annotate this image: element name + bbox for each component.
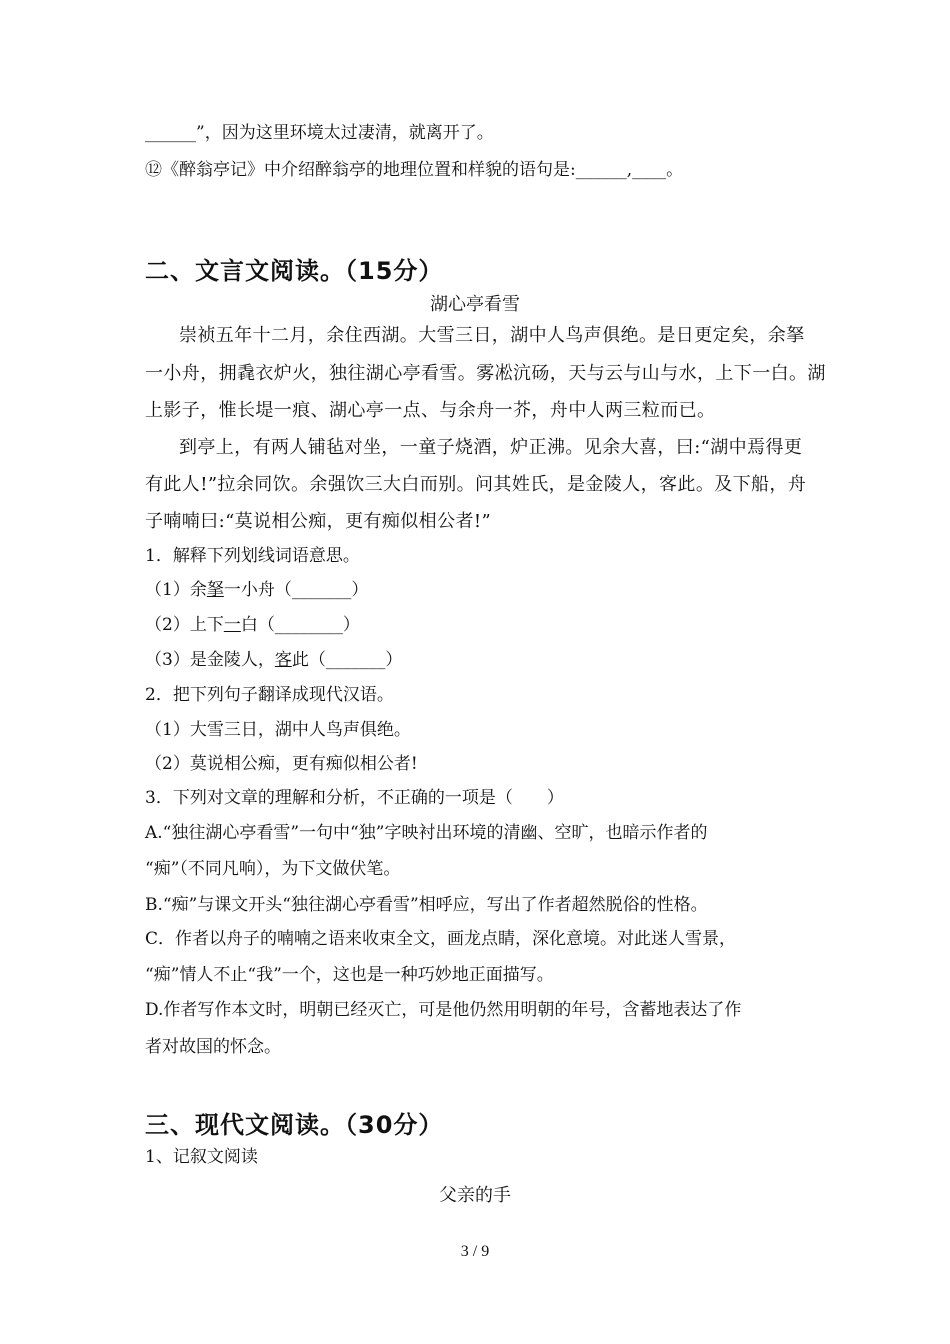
- option-b: B.“痴”与课文开头“独往湖心亭看雪”相呼应，写出了作者超然脱俗的性格。: [145, 895, 708, 915]
- question-3: 3．下列对文章的理解和分析，不正确的一项是（ ）: [145, 788, 564, 808]
- question-1: 1．解释下列划线词语意思。: [145, 546, 360, 566]
- q1-item-2: （2）上下一白（________）: [145, 615, 360, 635]
- p2-line-3: 子喃喃曰:“莫说相公痴，更有痴似相公者!”: [145, 511, 492, 532]
- q2-item-2: （2）莫说相公痴，更有痴似相公者!: [145, 754, 418, 774]
- p1-line-1: 崇祯五年十二月，余住西湖。大雪三日，湖中人鸟声俱绝。是日更定矣，余拏: [179, 325, 805, 346]
- q1-item-3: （3）是金陵人，客此（_______）: [145, 650, 403, 670]
- q12-line: ⑫《醉翁亭记》中介绍醉翁亭的地理位置和样貌的语句是:______,____。: [145, 160, 684, 180]
- p2-line-2: 有此人!”拉余同饮。余强饮三大白而别。问其姓氏，是金陵人，客此。及下船，舟: [145, 474, 807, 495]
- option-c-line-1: C．作者以舟子的喃喃之语来收束全文，画龙点睛，深化意境。对此迷人雪景，: [145, 929, 737, 949]
- option-d-line-2: 者对故国的怀念。: [145, 1037, 281, 1057]
- section2-heading: 二、文言文阅读。（15分）: [145, 257, 444, 285]
- passage-title: 湖心亭看雪: [430, 294, 520, 315]
- p1-line-2: 一小舟，拥毳衣炉火，独往湖心亭看雪。雾凇沆砀，天与云与山与水，上下一白。湖: [145, 363, 826, 384]
- q2-item-1: （1）大雪三日，湖中人鸟声俱绝。: [145, 720, 411, 740]
- option-c-line-2: “痴”情人不止“我”一个，这也是一种巧妙地正面描写。: [145, 965, 554, 985]
- page-number: 3 / 9: [460, 1243, 490, 1260]
- q11-tail: ______”，因为这里环境太过凄清，就离开了。: [145, 123, 494, 143]
- section3-sub: 1、记叙文阅读: [145, 1147, 258, 1167]
- p2-line-1: 到亭上，有两人铺毡对坐，一童子烧酒，炉正沸。见余大喜，曰:“湖中焉得更: [179, 437, 803, 458]
- q1-item-1: （1）余拏一小舟（_______）: [145, 580, 369, 600]
- p1-line-3: 上影子，惟长堤一痕、湖心亭一点、与余舟一芥，舟中人两三粒而已。: [145, 400, 716, 421]
- question-2: 2．把下列句子翻译成现代汉语。: [145, 685, 394, 705]
- option-a-line-2: “痴”（不同凡响），为下文做伏笔。: [145, 859, 401, 879]
- option-a-line-1: A.“独往湖心亭看雪”一句中“独”字映衬出环境的清幽、空旷，也暗示作者的: [145, 823, 708, 843]
- section3-heading: 三、现代文阅读。（30分）: [145, 1111, 444, 1139]
- section3-title: 父亲的手: [439, 1185, 511, 1206]
- option-d-line-1: D.作者写作本文时，明朝已经灭亡，可是他仍然用明朝的年号，含蓄地表达了作: [145, 1000, 742, 1020]
